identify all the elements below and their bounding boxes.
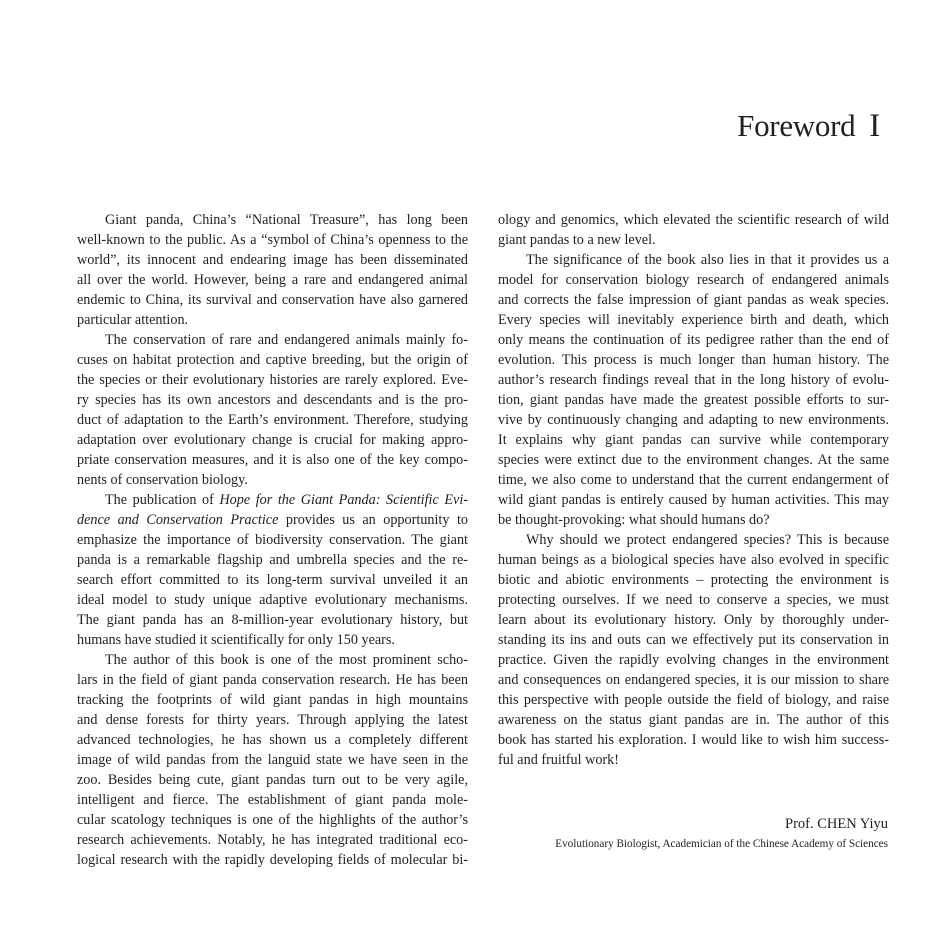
line-text: only means the continuation of its pedigree rather than the end of xyxy=(498,332,889,348)
line-content xyxy=(498,592,889,608)
line-content xyxy=(77,232,468,248)
line-text: human beings as a biological species have also evolved in specific xyxy=(498,552,889,568)
text-line xyxy=(498,210,889,230)
line-content xyxy=(498,612,889,628)
text-line xyxy=(498,690,889,710)
line-content xyxy=(77,552,468,568)
line-text: protecting ourselves. If we need to conserve a species, we must xyxy=(498,592,889,608)
line-text: all over the world. However, being a rare and endangered animal xyxy=(77,272,468,288)
text-line xyxy=(77,210,468,230)
line-text: and dense forests for thirty years. Through applying the latest xyxy=(77,712,468,728)
text-line xyxy=(498,730,889,750)
line-content xyxy=(105,212,468,228)
line-text: advanced technologies, he has shown us a completely different xyxy=(77,732,468,748)
line-content xyxy=(498,352,889,368)
text-line xyxy=(498,390,889,410)
text-line xyxy=(77,570,468,590)
line-content xyxy=(77,472,248,488)
text-line xyxy=(77,250,468,270)
line-text: lars in the field of giant panda conservation research. He has been xyxy=(77,672,468,688)
text-line xyxy=(77,290,468,310)
line-text: research achievements. Notably, he has integrated traditional eco- xyxy=(77,832,468,848)
line-text: wild giant pandas is entirely caused by human activities. This may xyxy=(498,492,889,508)
signature-name: Prof. CHEN Yiyu xyxy=(785,816,888,832)
line-text: priate conservation measures, and it is also one of the key compo- xyxy=(77,452,468,468)
line-text: cular scatology techniques is one of the highlights of the author’s xyxy=(77,812,468,828)
line-text: It explains why giant pandas can survive while contemporary xyxy=(498,432,889,448)
text-line xyxy=(498,410,889,430)
line-content xyxy=(498,632,889,648)
line-content xyxy=(77,452,468,468)
text-line xyxy=(77,530,468,550)
line-text: practice. Given the rapidly evolving changes in the environment xyxy=(498,652,889,668)
text-line xyxy=(77,510,468,530)
text-line xyxy=(77,230,468,250)
line-text: world”, its innocent and endearing image has been disseminated xyxy=(77,252,468,268)
line-text: awareness on the status giant pandas are in. The author of this xyxy=(498,712,889,728)
line-text: tracking the footprints of wild giant pandas in high mountains xyxy=(77,692,468,708)
line-text: provides us an opportunity to xyxy=(278,512,468,528)
book-title-italic: Hope for the Giant Panda: Scientific Evi- xyxy=(219,492,468,508)
line-text: cuses on habitat protection and captive breeding, but the origin of xyxy=(77,352,468,368)
line-content xyxy=(77,292,468,308)
line-content xyxy=(498,232,656,248)
text-line xyxy=(77,650,468,670)
line-content xyxy=(77,352,468,368)
line-text: well-known to the public. As a “symbol of China’s openness to the xyxy=(77,232,468,248)
line-content xyxy=(498,472,889,488)
text-line xyxy=(77,830,468,850)
text-line xyxy=(77,610,468,630)
line-text: The giant panda has an 8-million-year evolutionary history, but xyxy=(77,612,468,628)
text-line xyxy=(77,370,468,390)
text-line xyxy=(77,670,468,690)
line-text: ful and fruitful work! xyxy=(498,752,619,768)
signature-role: Evolutionary Biologist, Academician of the Chinese Academy of Sciences xyxy=(555,838,888,850)
text-line xyxy=(498,250,889,270)
line-text: vive by continuously changing and adapting to new environments. xyxy=(498,412,889,428)
text-line xyxy=(498,450,889,470)
text-line xyxy=(498,750,889,770)
text-line xyxy=(77,690,468,710)
line-content xyxy=(498,492,889,508)
line-content xyxy=(77,512,468,528)
text-line xyxy=(498,310,889,330)
text-line xyxy=(77,470,468,490)
page-title xyxy=(737,108,880,145)
line-content xyxy=(77,312,188,328)
line-content xyxy=(526,532,889,548)
line-content xyxy=(498,452,889,468)
line-content xyxy=(77,372,468,388)
line-text: emphasize the importance of biodiversity conservation. The giant xyxy=(77,532,468,548)
line-text: particular attention. xyxy=(77,312,189,328)
line-text: evolution. This process is much longer than human history. The xyxy=(498,352,889,368)
line-content xyxy=(498,732,889,748)
line-text: be thought-provoking: what should humans do? xyxy=(498,512,770,528)
line-content xyxy=(498,572,889,588)
line-content xyxy=(77,692,468,708)
text-line xyxy=(498,590,889,610)
text-line xyxy=(498,470,889,490)
line-text: author’s research findings reveal that in the long history of evolu- xyxy=(498,372,889,388)
line-content xyxy=(77,412,468,428)
line-text: zoo. Besides being cute, giant pandas turn out to be very agile, xyxy=(77,772,468,788)
text-line xyxy=(77,810,468,830)
text-line xyxy=(498,610,889,630)
line-text: ry species has its own ancestors and descendants and is the pro- xyxy=(77,392,468,408)
text-line xyxy=(498,510,889,530)
line-text: image of wild pandas from the languid state we have seen in the xyxy=(77,752,468,768)
line-text: model for conservation biology research of endangered animals xyxy=(498,272,889,288)
line-text: ology and genomics, which elevated the scientific research of wild xyxy=(498,212,889,228)
line-text: standing its ins and outs can we effectively put its conservation in xyxy=(498,632,889,648)
text-line xyxy=(498,350,889,370)
line-content xyxy=(77,272,468,288)
text-line xyxy=(498,330,889,350)
line-text: Why should we protect endangered species? This is because xyxy=(526,532,889,548)
line-content xyxy=(77,592,468,608)
text-line xyxy=(498,370,889,390)
line-text: tion, giant pandas have made the greatest possible efforts to sur- xyxy=(498,392,889,408)
text-line xyxy=(498,630,889,650)
line-text: book has started his exploration. I would like to wish him success- xyxy=(498,732,889,748)
line-text: adaptation over evolutionary change is crucial for making appro- xyxy=(77,432,468,448)
left-column xyxy=(77,210,468,870)
text-line xyxy=(77,270,468,290)
line-content xyxy=(77,632,395,648)
line-content xyxy=(77,752,468,768)
line-content xyxy=(77,772,468,788)
line-text: panda is a remarkable flagship and umbrella species and the re- xyxy=(77,552,468,568)
book-title-italic: dence and Conservation Practice xyxy=(77,512,279,528)
line-content xyxy=(105,332,468,348)
line-content xyxy=(498,752,619,768)
line-text: and consequences on endangered species, it is our mission to share xyxy=(498,672,889,688)
text-line xyxy=(498,570,889,590)
line-content xyxy=(498,372,889,388)
line-text: and corrects the false impression of giant pandas as weak species. xyxy=(498,292,889,308)
line-text: The significance of the book also lies in that it provides us a xyxy=(526,252,889,268)
line-content xyxy=(498,692,889,708)
text-line xyxy=(498,230,889,250)
line-content xyxy=(498,432,889,448)
text-line xyxy=(498,430,889,450)
text-line xyxy=(498,270,889,290)
line-text: humans have studied it scientifically for only 150 years. xyxy=(77,632,395,648)
line-content xyxy=(77,852,468,868)
text-line xyxy=(77,410,468,430)
line-content xyxy=(526,252,889,268)
line-text: biotic and abiotic environments – protecting the environment is xyxy=(498,572,889,588)
text-line xyxy=(77,390,468,410)
line-content xyxy=(105,492,468,508)
text-line xyxy=(77,430,468,450)
line-content xyxy=(498,512,770,528)
line-text: Giant panda, China’s “National Treasure”, has long been xyxy=(105,212,468,228)
text-line xyxy=(77,590,468,610)
line-text: logical research with the rapidly developing fields of molecular bi- xyxy=(77,852,468,868)
line-content xyxy=(498,652,889,668)
line-content xyxy=(498,292,889,308)
line-text: learn about its evolutionary history. Only by thoroughly under- xyxy=(498,612,889,628)
signature-block xyxy=(555,814,888,852)
line-content xyxy=(498,552,889,568)
text-line xyxy=(77,550,468,570)
line-text: The publication of xyxy=(105,492,220,508)
line-content xyxy=(498,332,889,348)
line-content xyxy=(498,392,889,408)
line-text: endemic to China, its survival and conservation have also garnered xyxy=(77,292,468,308)
text-line xyxy=(77,630,468,650)
line-content xyxy=(77,712,468,728)
text-line xyxy=(77,490,468,510)
line-content xyxy=(77,732,468,748)
line-content xyxy=(77,572,468,588)
line-content xyxy=(498,672,889,688)
line-text: this perspective with people outside the field of biology, and raise xyxy=(498,692,889,708)
text-line xyxy=(77,790,468,810)
line-text: giant pandas to a new level. xyxy=(498,232,656,248)
line-content xyxy=(77,392,468,408)
line-content xyxy=(77,432,468,448)
line-text: species were extinct due to the environment changes. At the same xyxy=(498,452,889,468)
text-line xyxy=(77,750,468,770)
line-text: intelligent and fierce. The establishment of giant panda mole- xyxy=(77,792,468,808)
line-text: nents of conservation biology. xyxy=(77,472,248,488)
line-content xyxy=(77,612,468,628)
text-line xyxy=(77,730,468,750)
line-content xyxy=(77,672,468,688)
title-text: Foreword xyxy=(737,108,856,143)
text-line xyxy=(77,350,468,370)
right-column xyxy=(498,210,889,770)
line-content xyxy=(77,832,468,848)
line-content xyxy=(77,812,468,828)
line-text: The author of this book is one of the most prominent scho- xyxy=(105,652,468,668)
line-text: ideal model to study unique adaptive evolutionary mechanisms. xyxy=(77,592,468,608)
line-content xyxy=(77,252,468,268)
line-content xyxy=(498,712,889,728)
text-line xyxy=(77,330,468,350)
line-text: Every species will inevitably experience birth and death, which xyxy=(498,312,889,328)
line-content xyxy=(77,792,468,808)
text-line xyxy=(77,310,468,330)
line-text: the species or their evolutionary histories are rarely explored. Eve- xyxy=(77,372,468,388)
text-line xyxy=(498,710,889,730)
line-content xyxy=(77,532,468,548)
line-content xyxy=(105,652,468,668)
line-text: The conservation of rare and endangered animals mainly fo- xyxy=(105,332,468,348)
foreword-number: I xyxy=(869,108,880,144)
text-line xyxy=(77,450,468,470)
text-line xyxy=(498,650,889,670)
text-line xyxy=(77,850,468,870)
line-content xyxy=(498,272,889,288)
text-line xyxy=(498,290,889,310)
line-content xyxy=(498,212,889,228)
text-line xyxy=(77,710,468,730)
line-text: duct of adaptation to the Earth’s environment. Therefore, studying xyxy=(77,412,468,428)
text-line xyxy=(498,530,889,550)
line-text: time, we also come to understand that the current endangerment of xyxy=(498,472,889,488)
line-content xyxy=(498,312,889,328)
text-line xyxy=(498,670,889,690)
text-line xyxy=(498,550,889,570)
text-line xyxy=(77,770,468,790)
line-content xyxy=(498,412,889,428)
line-text: search effort committed to its long-term survival unveiled it an xyxy=(77,572,468,588)
text-line xyxy=(498,490,889,510)
